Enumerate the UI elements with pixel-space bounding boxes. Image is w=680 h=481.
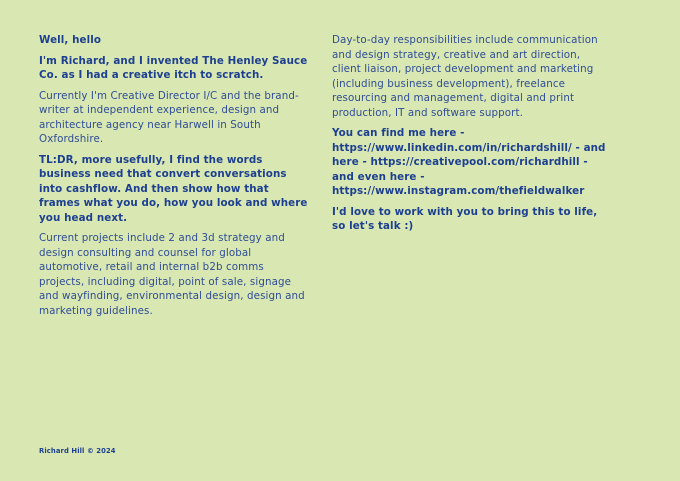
responsibilities-paragraph: Day-to-day responsibilities include communication and design strategy, creative and art direction, client liaison, project development and marketing (including business development), freelance resourcing and management, digital and print production, IT and software support. [332,34,598,119]
copyright-footer: Richard Hill © 2024 [39,447,116,455]
find-me-paragraph: You can find me here - https://www.linkedin.com/in/richardshill/ - and here - https://creativepool.com/richardhill - and even here - https://www.instagram.com/thefieldwalker [332,127,606,197]
intro-paragraph: I'm Richard, and I invented The Henley Sauce Co. as I had a creative itch to scratch. [39,54,308,81]
tldr-paragraph: TL:DR, more usefully, I find the words business need that convert conversations into cashflow. And then show how that frames what you do, how you look and where you head next. [39,153,308,224]
closing-paragraph: I'd love to work with you to bring this to life, so let's talk :) [332,205,598,232]
greeting-heading: Well, hello [39,34,102,46]
left-column [39,33,311,324]
current-role-paragraph: Currently I'm Creative Director I/C and the brand-writer at independent experience, design and architecture agency near Harwell in South Oxfordshire. [39,89,299,145]
right-column [332,33,607,240]
projects-paragraph: Current projects include 2 and 3d strategy and design consulting and counsel for global automotive, retail and internal b2b comms projects, including digital, point of sale, signage and wayfinding, environmental design, design and marketing guidelines. [39,232,305,317]
